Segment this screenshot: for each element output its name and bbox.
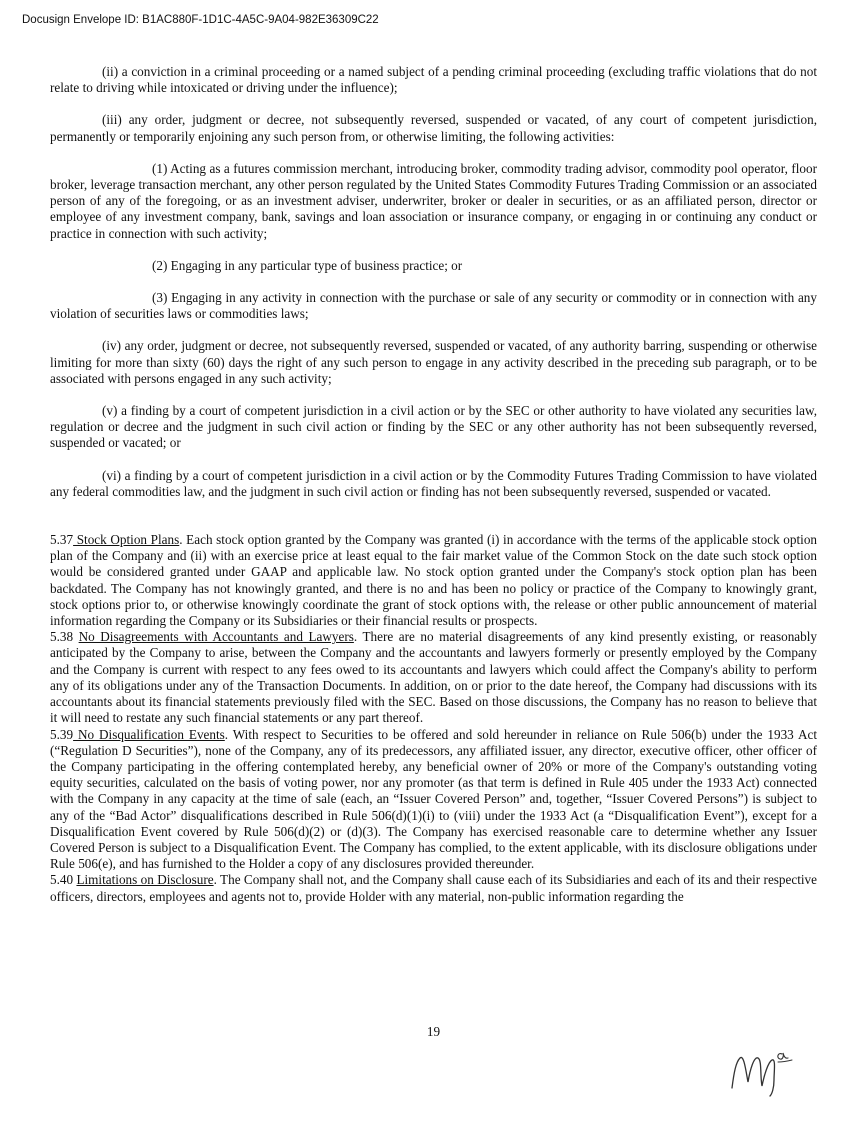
section-5-40-body: . The Company shall not, and the Company shall cause each of its Subsidiaries and each of its and their respective officers, directors, employees and agents not to, provide Holder with any material, non-public information regarding the — [50, 872, 817, 904]
section-5-39 — [50, 727, 817, 873]
section-5-38 — [50, 629, 817, 726]
subitem-vi: (vi) a finding by a court of competent jurisdiction in a civil action or by the Commodity Futures Trading Commission to have violated any federal commodities law, and the judgment in such civil action or finding has not been subsequently reversed, suspended or vacated. — [50, 467, 817, 499]
section-5-37-heading: Stock Option Plans — [73, 532, 180, 548]
section-5-39-number: 5.39 — [50, 726, 74, 742]
section-5-38-body: . There are no material disagreements of any kind presently existing, or reasonably anticipated by the Company to arise, between the Company and the accountants and lawyers formerly or presently employed by the Company and the Company is current with respect to any fees owed to its accountants and lawyers which could affect the Company's ability to perform any of its obligations under any of the Transaction Documents. In addition, on or prior to the date hereof, the Company had discussions with its accountants about its financial statements previously filed with the SEC. Based on those discussions, the Company has no reason to believe that it will need to restate any such financial statements or any part thereof. — [50, 629, 818, 726]
section-5-38-number: 5.38 — [50, 629, 79, 645]
section-5-38-heading: No Disagreements with Accountants and Lawyers — [78, 629, 354, 645]
handwritten-initials — [726, 1042, 802, 1098]
subitem-iii-3: (3) Engaging in any activity in connection with the purchase or sale of any security or commodity or in connection with any violation of securities laws or commodities laws; — [50, 290, 817, 322]
initials-underline-stroke — [778, 1060, 792, 1062]
initials-a-stroke — [778, 1053, 788, 1059]
subitem-iii-1: (1) Acting as a futures commission merchant, introducing broker, commodity trading advisor, commodity pool operator, floor broker, leverage transaction merchant, any other person regulated by the United States Commodity Futures Trading Commission or an associated person of any of the foregoing, or as an investment adviser, underwriter, broker or dealer in securities, or as an affiliated person, director or employee of any investment company, bank, savings and loan association or insurance company, or engaging in or continuing any conduct or practice in connection with such activity; — [50, 160, 817, 241]
section-5-40-number: 5.40 — [50, 872, 77, 888]
section-5-40 — [50, 872, 817, 904]
section-5-39-heading: No Disqualification Events — [73, 726, 225, 742]
docusign-envelope-id: Docusign Envelope ID: B1AC880F-1D1C-4A5C-9A04-982E36309C22 — [22, 14, 379, 26]
subitem-iii-2: (2) Engaging in any particular type of business practice; or — [152, 257, 463, 273]
subitem-ii: (ii) a conviction in a criminal proceeding or a named subject of a pending criminal proceeding (excluding traffic violations that do not relate to driving while intoxicated or driving under the influence); — [50, 64, 817, 96]
section-5-37 — [50, 532, 817, 629]
section-5-39-body: . With respect to Securities to be offered and sold hereunder in reliance on Rule 506(b) under the 1933 Act (“Regulation D Securities”), none of the Company, any of its predecessors, any affiliated issuer, any director, executive officer, other officer of the Company participating in the offering contemplated hereby, any beneficial owner of 20% or more of the Company's outstanding voting equity securities, calculated on the basis of voting power, nor any promoter (as that term is defined in Rule 405 under the 1933 Act) connected with the Company in any capacity at the time of sale (each, an “Issuer Covered Person” and, together, “Issuer Covered Persons”) is subject to any of the “Bad Actor” disqualifications described in Rule 506(d)(1)(i) to (viii) under the 1933 Act (a “Disqualification Event”), except for a Disqualification Event covered by Rule 506(d)(2) or (d)(3). The Company has exercised reasonable care to determine whether any Issuer Covered Person is subject to a Disqualification Event. The Company has complied, to the extent applicable, with its disclosure obligations under Rule 506(e), and has furnished to the Holder a copy of any disclosures provided thereunder. — [50, 726, 817, 872]
subitem-iv: (iv) any order, judgment or decree, not subsequently reversed, suspended or vacated, of any authority barring, suspending or otherwise limiting for more than sixty (60) days the right of any such person to engage in any activity described in the preceding sub paragraph, or to be associated with persons engaged in any such activity; — [50, 338, 817, 386]
subitem-iii: (iii) any order, judgment or decree, not subsequently reversed, suspended or vacated, of any court of competent jurisdiction, permanently or temporarily enjoining any such person from, or otherwise limiting, the following activities: — [50, 112, 817, 144]
section-5-37-number: 5.37 — [50, 532, 74, 548]
section-5-37-body: . Each stock option granted by the Company was granted (i) in accordance with the terms of the applicable stock option plan of the Company and (ii) with an exercise price at least equal to the fair market value of the Common Stock on the date such stock option would be considered granted under GAAP and applicable law. No stock option granted under the Company's stock option plan has been backdated. The Company has not knowingly granted, and there is no and has been no policy or practice of the Company to knowingly grant, stock options prior to, or otherwise knowingly coordinate the grant of stock options with, the release or other public announcement of material information regarding the Company or its Subsidiaries or their financial results or prospects. — [50, 532, 818, 629]
page-number: 19 — [426, 1024, 441, 1039]
section-5-40-heading: Limitations on Disclosure — [76, 872, 214, 888]
subitem-v: (v) a finding by a court of competent jurisdiction in a civil action or by the SEC or other authority to have violated any securities law, regulation or decree and the judgment in such civil action or finding by the SEC or any other authority has not been subsequently reversed, suspended or vacated; or — [50, 403, 817, 451]
initials-m-stroke — [732, 1057, 775, 1096]
document-body — [50, 64, 817, 905]
